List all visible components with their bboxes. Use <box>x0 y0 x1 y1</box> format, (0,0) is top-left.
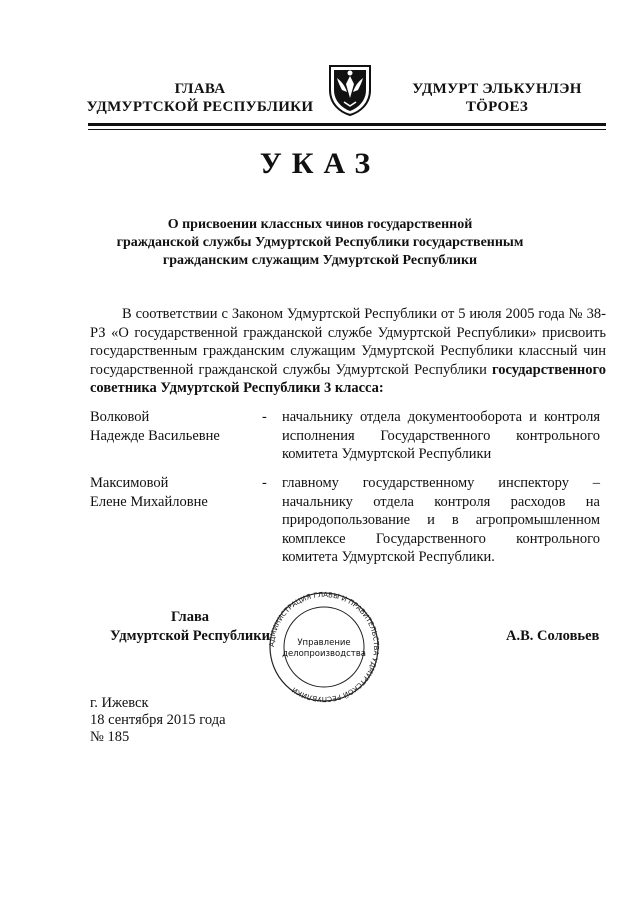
coat-of-arms-icon <box>326 62 374 116</box>
header-rule-thin <box>88 129 606 130</box>
body-text: В соответствии с Законом Удмуртской Республики от 5 июля 2005 года № 38-РЗ «О государственной гражданской службе Удмуртской Республики» присвоить государственным гражданским служащим Удмуртской Республики классный чин государственной гражданской службы Удмуртской Республики <box>90 306 606 378</box>
header-right-line1: УДМУРТ ЭЛЬКУНЛЭН <box>412 81 582 97</box>
header-left <box>80 80 320 116</box>
subject-line2: гражданской службы Удмуртской Республики государственным <box>116 235 524 250</box>
signatory-name: А.В. Соловьев <box>506 628 600 644</box>
issue-city: г. Ижевск <box>90 695 149 711</box>
header-left-line1: ГЛАВА <box>174 81 226 97</box>
appointee-dash: - <box>262 475 267 491</box>
seal-ring-text: АДМИНИСТРАЦИЯ ГЛАВЫ И ПРАВИТЕЛЬСТВА УДМУРТСКОЙ РЕСПУБЛИКИ <box>267 590 381 704</box>
subject-line3: гражданским служащим Удмуртской Республики <box>162 253 478 268</box>
document-number: № 185 <box>90 729 130 745</box>
appointee-surname: Волковой <box>90 409 150 425</box>
appointee-name <box>90 474 260 511</box>
document-footer <box>90 695 226 746</box>
issue-date: 18 сентября 2015 года <box>90 712 226 728</box>
document-subject <box>110 216 530 270</box>
appointee-given-name: Елене Михайловне <box>90 493 208 510</box>
subject-line1: О присвоении классных чинов государственной <box>167 217 473 232</box>
seal-center-line2: делопроизводства <box>282 649 366 659</box>
signatory-title-line2: Удмуртской Республики <box>110 628 270 644</box>
appointee-name <box>90 408 260 445</box>
body-bold-text: государственного советника Удмуртской Республики 3 класса: <box>90 361 606 396</box>
appointee-position: главному государственному инспектору – начальнику отдела контроля расходов на природопользование и в агропромышленном комплексе Государственного контрольного комитета Удмуртской Республики. <box>282 475 600 565</box>
document-title: УКАЗ <box>259 147 381 180</box>
signatory-title <box>100 608 280 646</box>
appointee-position: начальнику отдела документооборота и контроля исполнения Государственного контрольного комитета Удмуртской Республики <box>282 409 600 462</box>
appointee-surname: Максимовой <box>90 475 169 491</box>
header-right-line2: ТӦРОЕЗ <box>465 99 529 115</box>
body-paragraph <box>90 305 606 398</box>
header-rule-thick <box>88 123 606 126</box>
signatory-title-line1: Глава <box>170 609 210 625</box>
seal-center-line1: Управление <box>297 638 351 648</box>
appointee-dash: - <box>262 409 267 425</box>
header-left-line2: УДМУРТСКОЙ РЕСПУБЛИКИ <box>86 99 314 115</box>
header-right <box>384 80 610 116</box>
appointee-given-name: Надежде Васильевне <box>90 427 220 444</box>
